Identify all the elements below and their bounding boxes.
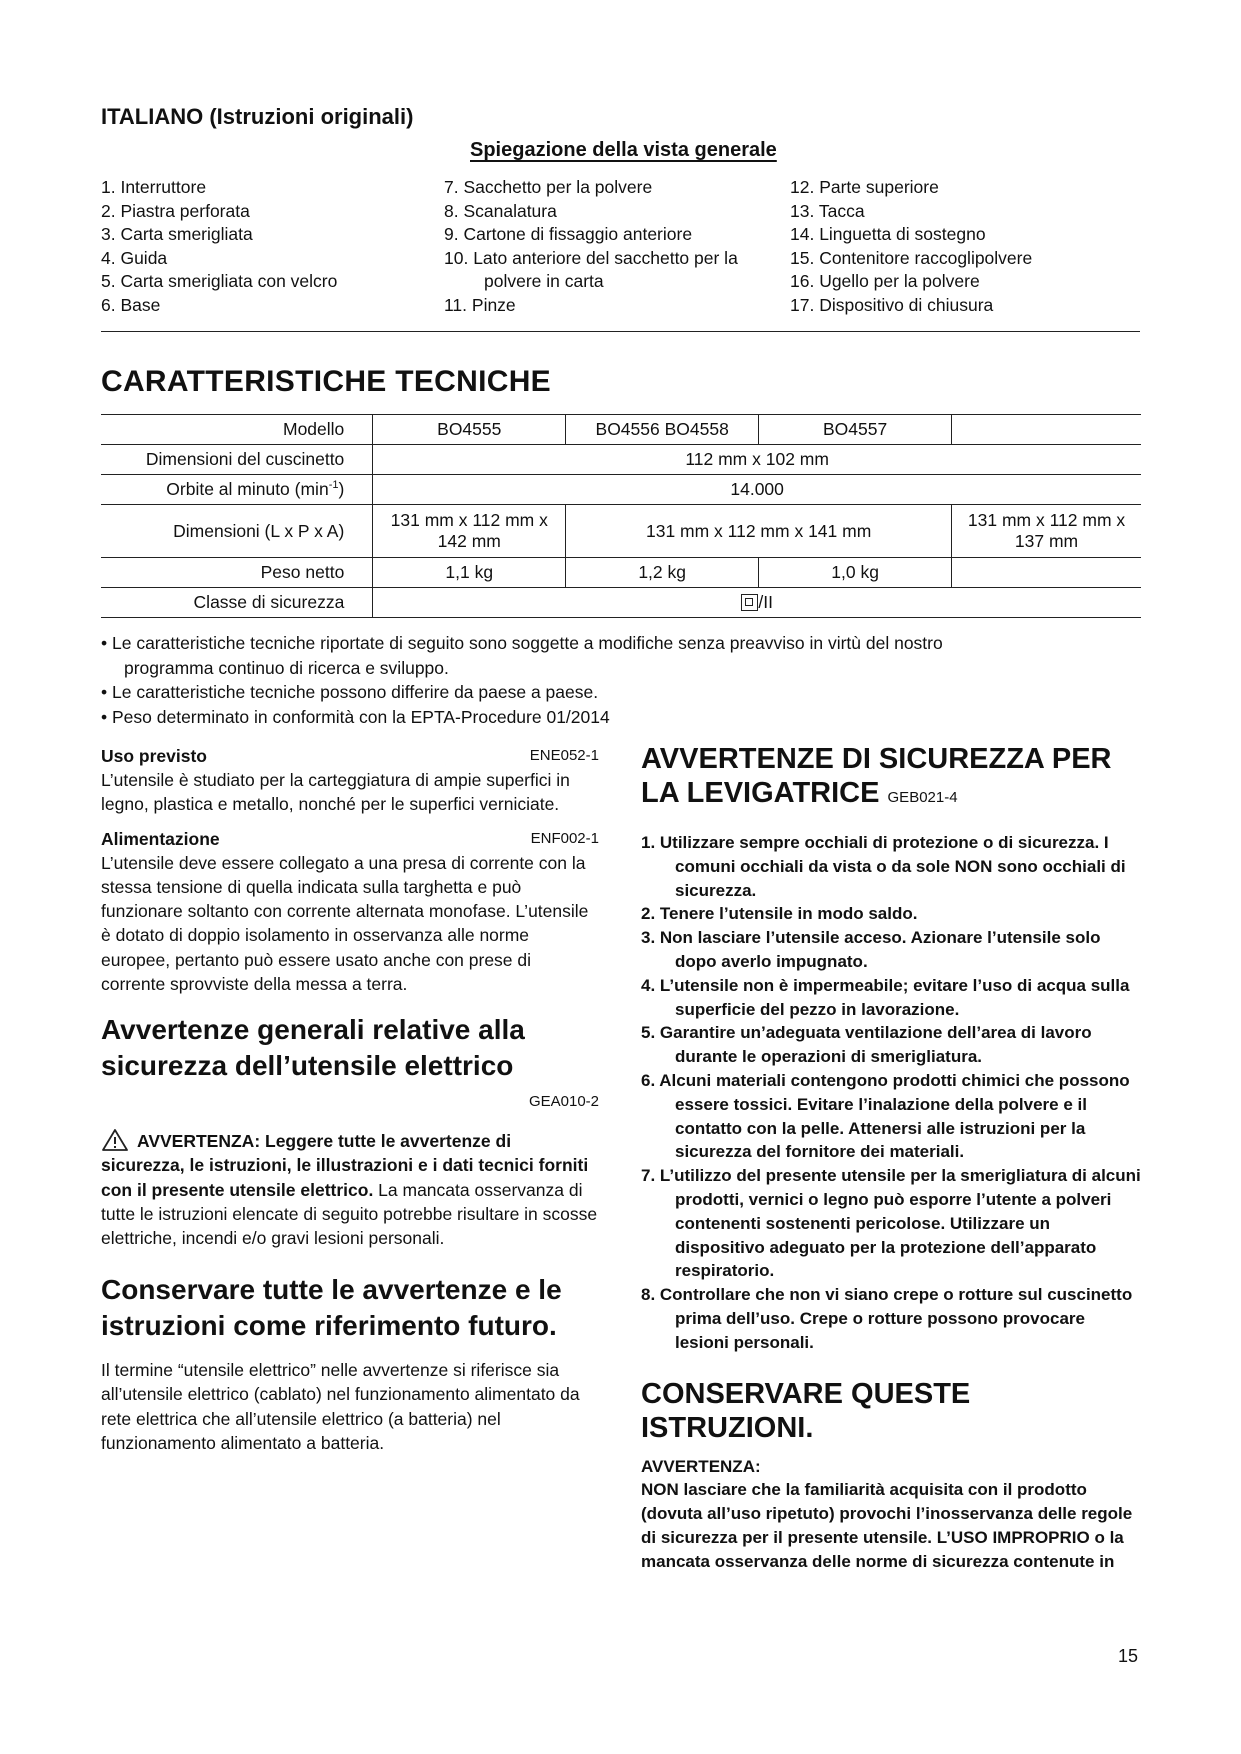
- overview-item: polvere in carta: [484, 271, 604, 292]
- spec-label: Modello: [101, 415, 373, 445]
- spec-value: [952, 558, 1141, 588]
- overview-col-3: [790, 176, 1032, 318]
- general-warnings-title: Avvertenze generali relative alla sicurezza dell’utensile elettrico: [101, 1014, 525, 1082]
- intended-use-header: [101, 744, 599, 768]
- overview-col-2: [444, 176, 738, 318]
- spec-value: /II: [373, 588, 1141, 618]
- spec-label: Peso netto: [101, 558, 373, 588]
- term-definition-text: Il termine “utensile elettrico” nelle avvertenze si riferisce sia all’utensile elettrico (cablato) nel funzionamento alimentato da rete elettrica che all’utensile elettrico (a batteria) nel funzionamento alimentato a batteria.: [101, 1360, 580, 1453]
- note: • Le caratteristiche tecniche riportate di seguito sono soggette a modifiche senza preavviso in virtù del nostro: [101, 633, 943, 653]
- spec-value: 14.000: [373, 475, 1141, 505]
- general-warning-text: AVVERTENZA: Leggere tutte le avvertenze di sicurezza, le istruzioni, le illustrazioni e i dati tecnici forniti con il presente utensile elettrico. La mancata osservanza di tutte le istruzioni elencate di seguito potrebbe risultare in scosse elettriche, incendi e/o gravi lesioni personali.: [101, 1128, 599, 1250]
- overview-item: 14. Linguetta di sostegno: [790, 224, 986, 245]
- spec-notes: [101, 631, 1101, 729]
- spec-value: BO4556 BO4558: [566, 415, 759, 445]
- overview-col-1: [101, 176, 337, 318]
- overview-item: 4. Guida: [101, 247, 168, 268]
- intended-use-text: L’utensile è studiato per la carteggiatura di ampie superfici in legno, plastica e metallo, nonché per le superfici verniciate.: [101, 770, 570, 815]
- spec-row-class: [101, 588, 1141, 618]
- list-item: 3. Non lasciare l’utensile acceso. Azionare l’utensile solo dopo averlo impugnato.: [641, 928, 1101, 971]
- spec-row-orbit: [101, 475, 1141, 505]
- spec-value: [952, 415, 1141, 445]
- spec-value: 131 mm x 112 mm x 141 mm: [566, 505, 952, 558]
- warning-label: AVVERTENZA:: [641, 1456, 761, 1476]
- overview-item: 17. Dispositivo di chiusura: [790, 294, 994, 315]
- spec-row-pad: [101, 445, 1141, 475]
- overview-item: 7. Sacchetto per la polvere: [444, 177, 653, 197]
- section-title: Alimentazione: [101, 828, 220, 849]
- spec-row-weight: [101, 558, 1141, 588]
- overview-item: 11. Pinze: [444, 294, 516, 315]
- section-code: ENE052-1: [529, 747, 599, 764]
- divider: [101, 331, 1140, 332]
- keep-warnings-title: Conservare tutte le avvertenze e le istruzioni come riferimento futuro.: [101, 1274, 562, 1342]
- overview-item: 3. Carta smerigliata: [101, 224, 253, 245]
- spec-label: Orbite al minuto $(\min^{-1})$: [101, 475, 373, 505]
- list-item: 5. Garantire un’adeguata ventilazione dell’area di lavoro durante le operazioni di smerigliatura.: [641, 1023, 1092, 1067]
- spec-value: BO4555: [373, 415, 566, 445]
- overview-item: 5. Carta smerigliata con velcro: [101, 271, 338, 292]
- specs-table: [101, 414, 1141, 618]
- left-column: [101, 744, 599, 1455]
- section-code: GEA010-2: [528, 1093, 599, 1111]
- right-column: [641, 742, 1141, 1574]
- overview-item: 10. Lato anteriore del sacchetto per la: [444, 247, 738, 268]
- spec-label: Classe di sicurezza: [101, 588, 373, 618]
- spec-value: 1,2 kg: [566, 558, 759, 588]
- overview-item: 6. Base: [101, 294, 161, 315]
- overview-item: 16. Ugello per la polvere: [790, 271, 980, 292]
- page-number: 15: [1117, 1646, 1138, 1666]
- list-item: 8. Controllare che non vi siano crepe o rotture sul cuscinetto prima dell’uso. Crepe o rotture possono provocare lesioni personali.: [641, 1285, 1133, 1352]
- spec-value: 1,0 kg: [759, 558, 952, 588]
- warning-text: NON lasciare che la familiarità acquisita con il prodotto (dovuta all’uso ripetuto) provochi l’inosservanza delle regole di sicurezza per il presente utensile. L’USO IMPROPRIO o la mancata osservanza delle norme di sicurezza contenute in: [641, 1480, 1133, 1571]
- spec-row-dimensions: [101, 505, 1141, 558]
- spec-value: 131 mm x 112 mm x 142 mm: [373, 505, 566, 558]
- sander-safety-title: AVVERTENZE DI SICUREZZA PER LA LEVIGATRICE GEB021-4: [641, 743, 1112, 809]
- list-item: 4. L’utensile non è impermeabile; evitare l’uso di acqua sulla superficie del pezzo in lavorazione.: [641, 975, 1130, 1019]
- overview-title: Spiegazione della vista generale: [470, 139, 777, 161]
- list-item: 1. Utilizzare sempre occhiali di protezione o di sicurezza. I comuni occhiali da vista o da sole NON sono occhiali di sicurezza.: [641, 833, 1126, 900]
- overview-item: 15. Contenitore raccoglipolvere: [790, 247, 1033, 268]
- spec-value: BO4557: [759, 415, 952, 445]
- overview-item: 1. Interruttore: [101, 177, 207, 197]
- spec-label: Dimensioni del cuscinetto: [101, 445, 373, 475]
- specs-title: CARATTERISTICHE TECNICHE: [101, 365, 551, 398]
- overview-item: 9. Cartone di fissaggio anteriore: [444, 224, 693, 245]
- spec-label: Dimensioni (L x P x A): [101, 505, 373, 558]
- keep-instructions-title: CONSERVARE QUESTE ISTRUZIONI.: [641, 1377, 971, 1444]
- spec-value: 112 mm x 102 mm: [373, 445, 1141, 475]
- section-code: ENF002-1: [530, 829, 599, 847]
- spec-value: 131 mm x 112 mm x 137 mm: [952, 505, 1141, 558]
- list-item: 2. Tenere l’utensile in modo saldo.: [641, 904, 918, 924]
- power-header: [101, 827, 599, 851]
- overview-item: 12. Parte superiore: [790, 177, 939, 197]
- overview-item: 13. Tacca: [790, 200, 865, 221]
- overview-item: 2. Piastra perforata: [101, 200, 250, 221]
- language-heading: ITALIANO (Istruzioni originali): [101, 104, 414, 129]
- note: • Le caratteristiche tecniche possono differire da paese a paese.: [101, 682, 599, 702]
- note: programma continuo di ricerca e sviluppo.: [124, 657, 449, 678]
- safety-list: [641, 831, 1141, 1355]
- list-item: 6. Alcuni materiali contengono prodotti chimici che possono essere tossici. Evitare l’inalazione della polvere e il contatto con la pelle. Attenersi alle istruzioni per la sicurezza del fornitore dei materiali.: [641, 1070, 1130, 1162]
- warning-triangle-icon: [101, 1128, 129, 1152]
- section-title: Uso previsto: [101, 746, 207, 766]
- power-text: L’utensile deve essere collegato a una presa di corrente con la stessa tensione di quella indicata sulla targhetta e può funzionare soltanto con corrente alternata monofase. L’utensile è dotato di doppio isolamento in osservanza alle norme europee, pertanto può essere usato anche con prese di corrente sprovviste della messa a terra.: [101, 852, 589, 994]
- spec-value: 1,1 kg: [373, 558, 566, 588]
- list-item: 7. L’utilizzo del presente utensile per la smerigliatura di alcuni prodotti, vernici o legno può esporre l’utente a polveri contenenti sostenenti pericolose. Utilizzare un dispositivo adeguato per la protezione dell’apparato respiratorio.: [641, 1166, 1141, 1281]
- spec-row-model: [101, 415, 1141, 445]
- double-insulation-icon: [741, 594, 758, 611]
- note: • Peso determinato in conformità con la EPTA-Procedure 01/2014: [101, 706, 610, 727]
- overview-item: 8. Scanalatura: [444, 200, 557, 221]
